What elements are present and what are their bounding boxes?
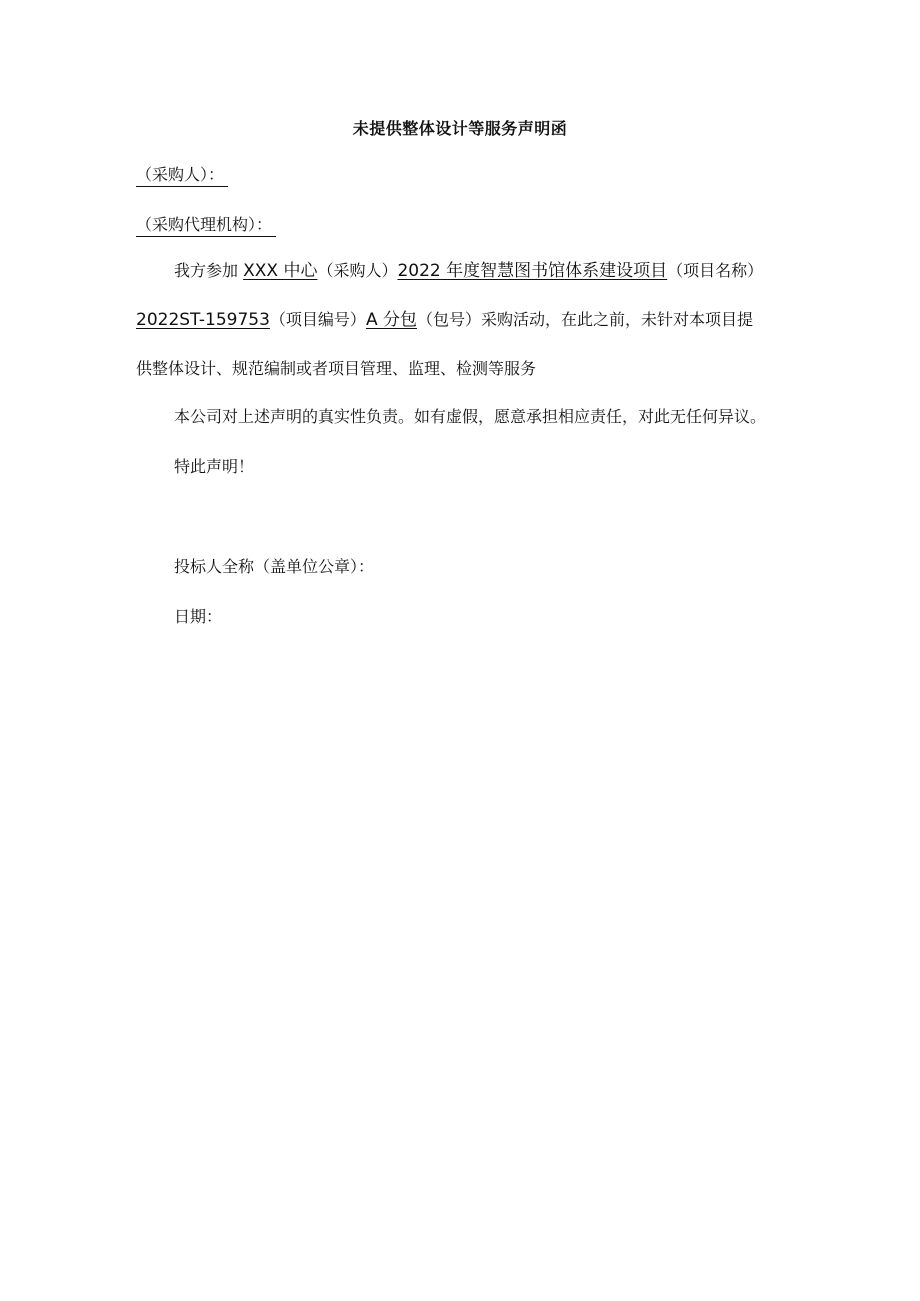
para1-line2 (136, 309, 753, 331)
para2: 本公司对上述声明的真实性负责。如有虚假，愿意承担相应责任，对此无任何异议。 (174, 407, 767, 426)
purchaser-line (136, 164, 228, 187)
package-number: A 分包 (365, 310, 417, 330)
para3: 特此声明！ (174, 457, 255, 476)
document-title: 未提供整体设计等服务声明函 (352, 119, 568, 138)
signature-label: 投标人全称（盖单位公章）： (174, 557, 375, 576)
purchaser-label: （采购人）： (136, 164, 228, 187)
date-label: 日期： (174, 607, 223, 626)
package-note: （包号） (416, 310, 481, 329)
para1-line2-tail: 采购活动，在此之前，未针对本项目提 (481, 310, 754, 329)
agency-line (136, 214, 276, 237)
project-name-note: （项目名称） (667, 261, 764, 280)
purchaser-name: XXX 中心 (243, 261, 318, 281)
project-number-note: （项目编号） (269, 310, 366, 329)
project-name: 2022 年度智慧图书馆体系建设项目 (397, 261, 668, 281)
project-number: 2022ST-159753 (136, 310, 270, 330)
para1-line3: 供整体设计、规范编制或者项目管理、监理、检测等服务 (136, 359, 537, 378)
para1-line1 (174, 260, 763, 282)
para1-intro: 我方参加 (174, 261, 239, 280)
purchaser-note: （采购人） (317, 261, 398, 280)
agency-label: （采购代理机构）： (136, 214, 276, 237)
